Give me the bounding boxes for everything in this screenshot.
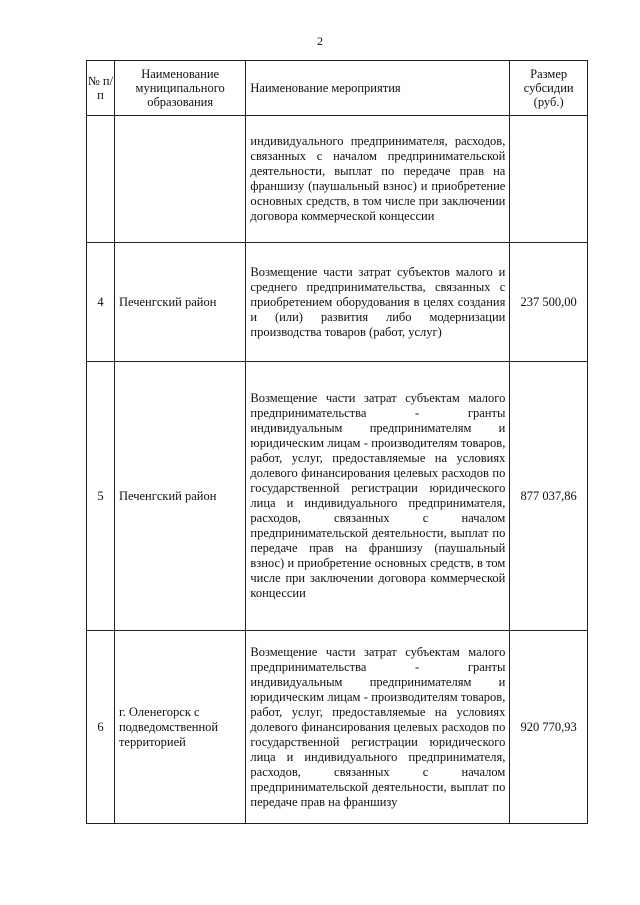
row-amount: 877 037,86 bbox=[510, 362, 588, 631]
row-number: 4 bbox=[87, 243, 115, 362]
row-municipality: Печенгский район bbox=[114, 362, 245, 631]
table-row bbox=[87, 362, 588, 631]
header-amount: Размер субсидии (руб.) bbox=[510, 61, 588, 116]
page-number: 2 bbox=[317, 34, 323, 48]
row-activity: индивидуального предпринимателя, расходов, связанных с началом предпринимательской деятельности, выплат по передаче прав на франшизу (паушальный взнос) и приобретение основных средств, в том числе при заключении договора коммерческой концессии bbox=[246, 116, 510, 243]
table-header-row bbox=[87, 61, 588, 116]
header-number: № п/п bbox=[87, 61, 115, 116]
row-municipality: Печенгский район bbox=[114, 243, 245, 362]
row-municipality: г. Оленегорск с подведомственной территорией bbox=[114, 631, 245, 824]
row-municipality bbox=[114, 116, 245, 243]
header-activity: Наименование мероприятия bbox=[246, 61, 510, 116]
table-row bbox=[87, 243, 588, 362]
row-number: 5 bbox=[87, 362, 115, 631]
row-activity: Возмещение части затрат субъектов малого и среднего предпринимательства, связанных с приобретением оборудования в целях создания и (или) развития либо модернизации производства товаров (работ, услуг) bbox=[246, 243, 510, 362]
row-amount: 920 770,93 bbox=[510, 631, 588, 824]
row-activity: Возмещение части затрат субъектам малого предпринимательства - гранты индивидуальным предпринимателям и юридическим лицам - производителям товаров, работ, услуг, предоставляемые на условиях долевого финансирования целевых расходов по государственной регистрации юридического лица и индивидуального предпринимателя, расходов, связанных с началом предпринимательской деятельности, выплат по передаче прав на франшизу bbox=[246, 631, 510, 824]
row-number: 6 bbox=[87, 631, 115, 824]
header-municipality: Наименование муниципального образования bbox=[114, 61, 245, 116]
row-number bbox=[87, 116, 115, 243]
row-amount bbox=[510, 116, 588, 243]
subsidy-table bbox=[86, 60, 588, 824]
table-row bbox=[87, 116, 588, 243]
row-activity: Возмещение части затрат субъектам малого предпринимательства - гранты индивидуальным предпринимателям и юридическим лицам - производителям товаров, работ, услуг, предоставляемые на условиях долевого финансирования целевых расходов по государственной регистрации юридического лица и индивидуального предпринимателя, расходов, связанных с началом предпринимательской деятельности, выплат по передаче прав на франшизу (паушальный взнос) и приобретение основных средств, в том числе при заключении договора коммерческой концессии bbox=[246, 362, 510, 631]
row-amount: 237 500,00 bbox=[510, 243, 588, 362]
table-row bbox=[87, 631, 588, 824]
